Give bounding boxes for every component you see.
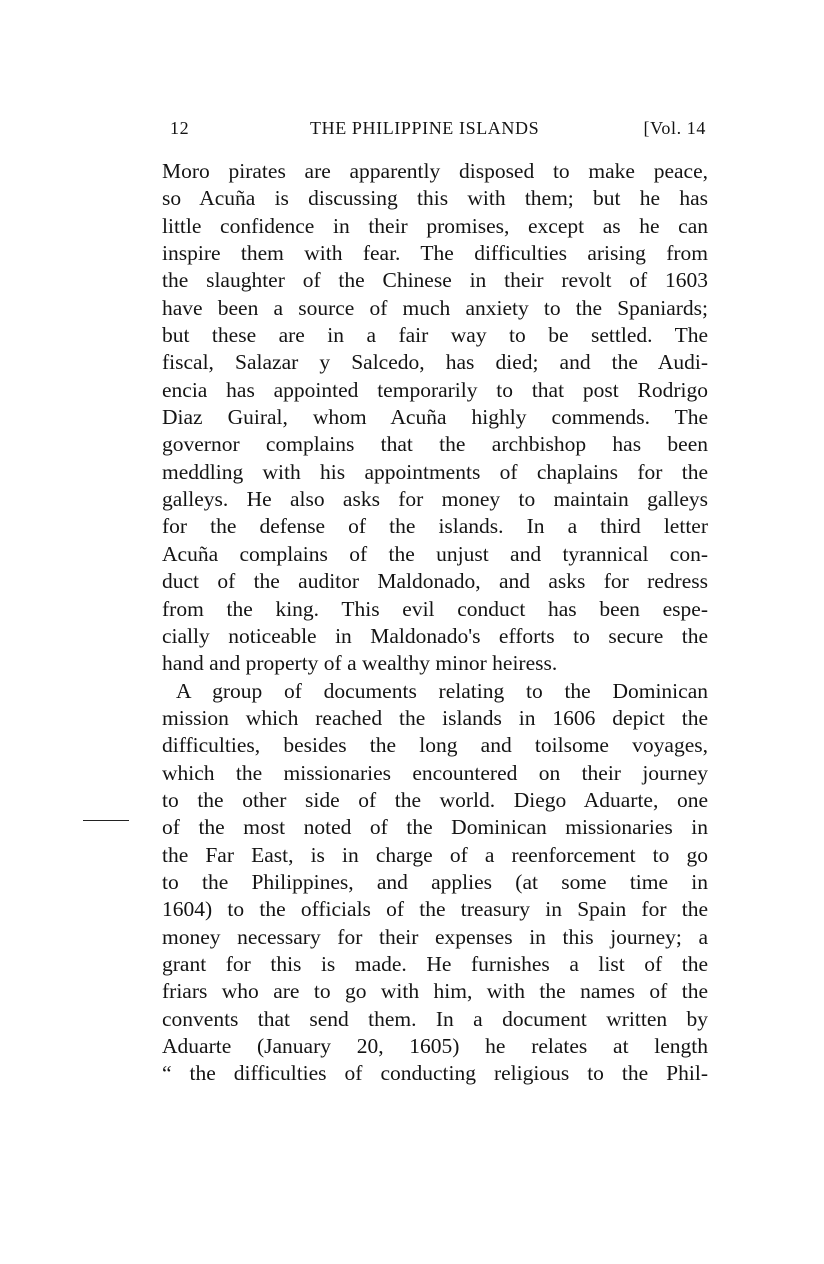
text-line: to the other side of the world. Diego Aduarte, one	[162, 787, 708, 812]
text-line: cially noticeable in Maldonado's efforts to secure the	[162, 623, 708, 648]
margin-rule	[83, 820, 129, 821]
text-line: so Acuña is discussing this with them; but he has	[162, 186, 708, 211]
paragraph-end-line: hand and property of a wealthy minor heiress.	[162, 651, 558, 676]
text-line: 1604) to the officials of the treasury in Spain for the	[162, 897, 708, 922]
text-line: to the Philippines, and applies (at some time in	[162, 869, 708, 894]
text-line: the Far East, is in charge of a reenforcement to go	[162, 842, 708, 867]
text-line: duct of the auditor Maldonado, and asks for redress	[162, 569, 708, 594]
text-line: inspire them with fear. The difficulties arising from	[162, 241, 708, 266]
text-line: the slaughter of the Chinese in their revolt of 1603	[162, 268, 708, 293]
text-line: Acuña complains of the unjust and tyrannical con-	[162, 541, 708, 566]
text-line: mission which reached the islands in 1606 depict the	[162, 705, 708, 730]
text-line: money necessary for their expenses in this journey; a	[162, 924, 708, 949]
text-line: difficulties, besides the long and toilsome voyages,	[162, 733, 708, 758]
running-title: THE PHILIPPINE ISLANDS	[310, 118, 540, 138]
volume-reference: [Vol. 14	[643, 118, 706, 138]
text-line: meddling with his appointments of chaplains for the	[162, 459, 708, 484]
text-line: “ the difficulties of conducting religious to the Phil-	[162, 1061, 708, 1086]
text-line: fiscal, Salazar y Salcedo, has died; and the Audi-	[162, 350, 708, 375]
text-line: Aduarte (January 20, 1605) he relates at length	[162, 1034, 708, 1058]
text-line: little confidence in their promises, except as he can	[162, 213, 708, 238]
text-line: which the missionaries encountered on their journey	[162, 760, 708, 785]
paragraph-start-line: A group of documents relating to the Dominican	[176, 678, 708, 703]
text-line: grant for this is made. He furnishes a list of the	[162, 951, 708, 976]
text-line: governor complains that the archbishop has been	[162, 432, 708, 457]
text-line: of the most noted of the Dominican missionaries in	[162, 815, 708, 840]
text-line: Moro pirates are apparently disposed to make peace,	[162, 159, 708, 183]
text-line: convents that send them. In a document written by	[162, 1006, 708, 1031]
running-header	[170, 118, 706, 144]
page-number: 12	[170, 118, 190, 138]
body-text	[162, 158, 708, 1088]
text-line: galleys. He also asks for money to maintain galleys	[162, 487, 708, 512]
text-line: have been a source of much anxiety to the Spaniards;	[162, 295, 708, 320]
text-line: for the defense of the islands. In a third letter	[162, 514, 708, 539]
text-line: encia has appointed temporarily to that post Rodrigo	[162, 377, 708, 402]
text-line: Diaz Guiral, whom Acuña highly commends. The	[162, 405, 708, 430]
text-line: but these are in a fair way to be settled. The	[162, 323, 708, 348]
text-line: from the king. This evil conduct has been espe-	[162, 596, 708, 621]
text-line: friars who are to go with him, with the names of the	[162, 979, 708, 1004]
